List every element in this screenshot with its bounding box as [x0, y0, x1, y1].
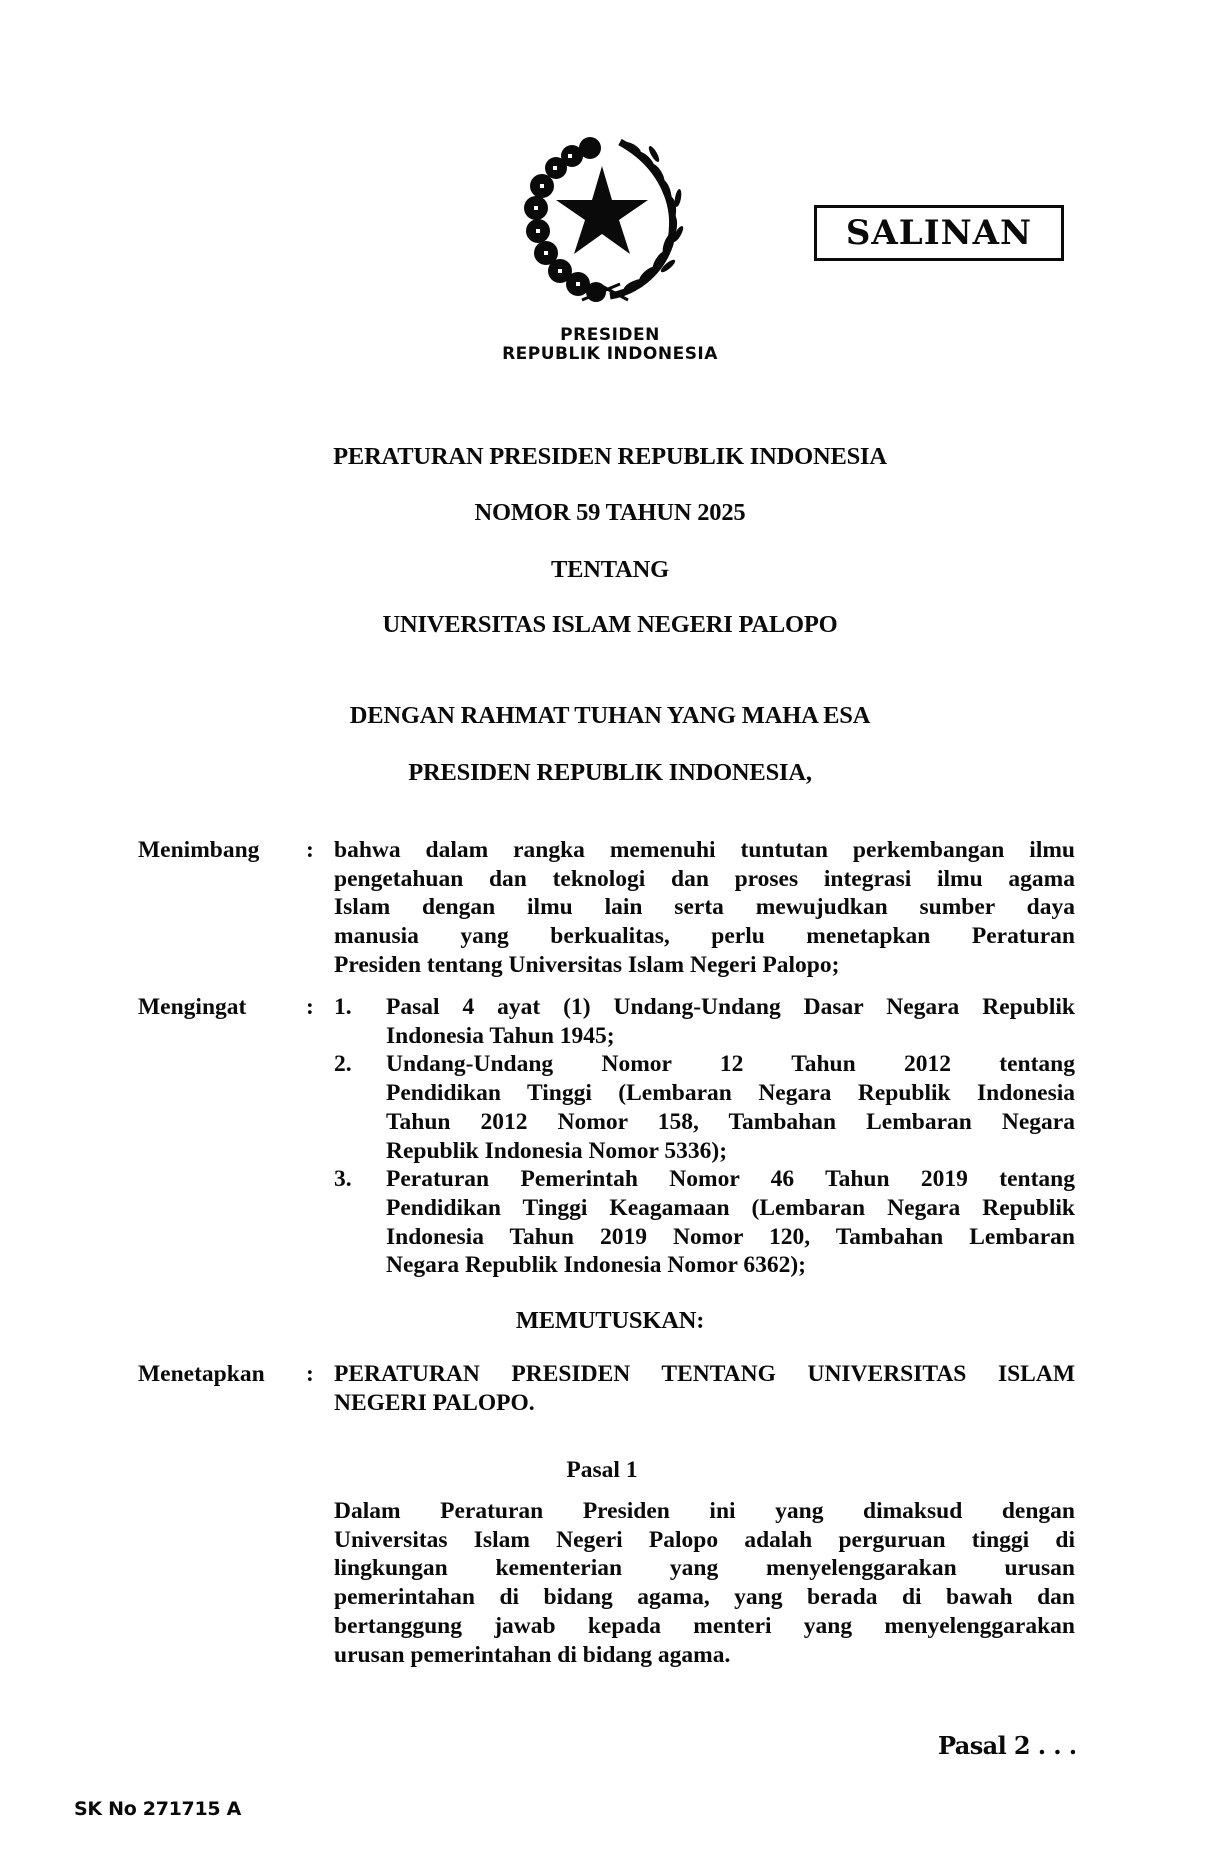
preamble-divine: DENGAN RAHMAT TUHAN YANG MAHA ESA [349, 702, 871, 729]
mengingat-label: Mengingat [138, 994, 247, 1020]
menimbang-text [334, 836, 1075, 980]
mengingat-item-3 [334, 1165, 1075, 1280]
item-line: Pasal 4 ayat (1) Undang-Undang Dasar Negara Republik [386, 994, 1075, 1020]
mengingat-list [334, 993, 1075, 1280]
mengingat-section [138, 993, 1075, 1293]
menimbang-section [138, 836, 1075, 986]
item-number: 2. [334, 1051, 352, 1078]
pasal-1-body [334, 1497, 1075, 1669]
menetapkan-text [334, 1360, 1075, 1417]
menimbang-line: manusia yang berkualitas, perlu menetapkan Peraturan [334, 923, 1075, 950]
regulation-about: TENTANG [551, 556, 669, 583]
item-line: Pendidikan Tinggi Keagamaan (Lembaran Negara Republik [386, 1194, 1075, 1221]
office-title-republic: REPUBLIK INDONESIA [502, 344, 718, 364]
item-line: Negara Republik Indonesia Nomor 6362); [386, 1252, 806, 1279]
office-title-president: PRESIDEN [560, 325, 660, 345]
salinan-stamp-label: SALINAN [845, 213, 1033, 253]
sk-number: SK No 271715 A [74, 1798, 242, 1820]
regulation-number: NOMOR 59 TAHUN 2025 [474, 499, 746, 526]
mengingat-item-2 [334, 1050, 1075, 1165]
item-line: Pendidikan Tinggi (Lembaran Negara Republik Indonesia [386, 1080, 1075, 1107]
pasal-line: bertanggung jawab kepada menteri yang menyelenggarakan [334, 1612, 1075, 1639]
menimbang-label: Menimbang [138, 837, 260, 863]
next-page-catchword: Pasal 2 . . . [938, 1731, 1077, 1760]
item-line: Peraturan Pemerintah Nomor 46 Tahun 2019 tentang [386, 1166, 1075, 1193]
regulation-title: PERATURAN PRESIDEN REPUBLIK INDONESIA [333, 443, 887, 470]
menimbang-line: bahwa dalam rangka memenuhi tuntutan perkembangan ilmu [334, 837, 1075, 863]
pasal-1-heading: Pasal 1 [566, 1457, 638, 1483]
menetapkan-line: PERATURAN PRESIDEN TENTANG UNIVERSITAS ISLAM [334, 1361, 1075, 1387]
salinan-stamp [814, 205, 1064, 261]
menimbang-line: Islam dengan ilmu lain serta mewujudkan sumber daya [334, 894, 1075, 921]
item-line: Indonesia Tahun 2019 Nomor 120, Tambahan Lembaran [386, 1223, 1075, 1250]
item-number: 3. [334, 1166, 352, 1193]
mengingat-colon: : [306, 994, 314, 1020]
item-number: 1. [334, 994, 352, 1020]
pasal-line: Dalam Peraturan Presiden ini yang dimaksud dengan [334, 1498, 1075, 1524]
item-line: Republik Indonesia Nomor 5336); [386, 1137, 728, 1164]
menimbang-line: Presiden tentang Universitas Islam Negeri Palopo; [334, 951, 840, 978]
pasal-line: Universitas Islam Negeri Palopo adalah perguruan tinggi di [334, 1526, 1075, 1553]
menetapkan-section [138, 1360, 1075, 1420]
pasal-line: urusan pemerintahan di bidang agama. [334, 1641, 731, 1668]
menimbang-line: pengetahuan dan teknologi dan proses integrasi ilmu agama [334, 865, 1075, 892]
regulation-subject: UNIVERSITAS ISLAM NEGERI PALOPO [382, 611, 838, 638]
menetapkan-label: Menetapkan [138, 1361, 265, 1387]
memutuskan-heading: MEMUTUSKAN: [515, 1307, 705, 1334]
pasal-line: lingkungan kementerian yang menyelenggarakan urusan [334, 1555, 1075, 1582]
presidential-emblem-icon [520, 134, 684, 304]
menimbang-colon: : [306, 837, 314, 863]
menetapkan-colon: : [306, 1361, 314, 1387]
item-line: Tahun 2012 Nomor 158, Tambahan Lembaran Negara [386, 1108, 1075, 1135]
mengingat-item-1 [334, 993, 1075, 1050]
preamble-president: PRESIDEN REPUBLIK INDONESIA, [408, 759, 812, 786]
pasal-line: pemerintahan di bidang agama, yang berada di bawah dan [334, 1584, 1075, 1611]
menetapkan-line: NEGERI PALOPO. [334, 1389, 535, 1416]
item-line: Indonesia Tahun 1945; [386, 1022, 615, 1049]
item-line: Undang-Undang Nomor 12 Tahun 2012 tentang [386, 1051, 1075, 1078]
